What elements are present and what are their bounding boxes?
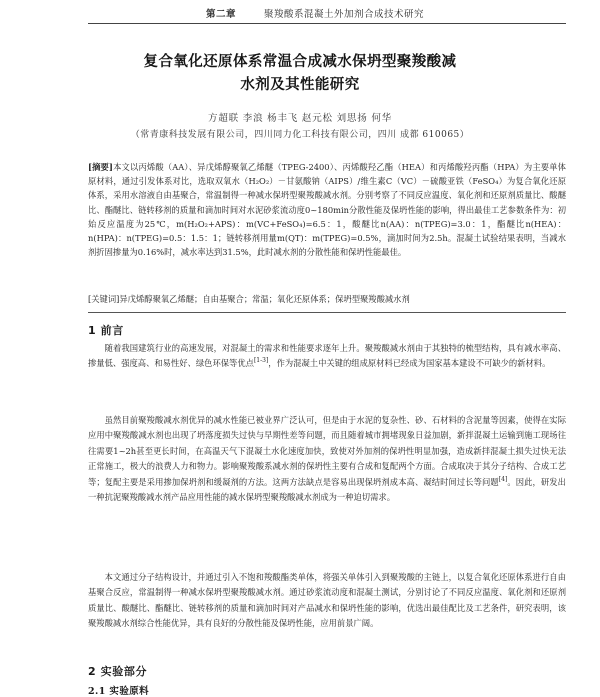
chapter-label: 第二章	[206, 9, 237, 20]
affiliation: （常青康科技发展有限公司，四川同力化工科技有限公司，四川 成都 610065）	[130, 130, 470, 140]
intro-paragraph-2	[88, 413, 566, 505]
citation-ref: [4]	[498, 475, 508, 483]
citation-ref: [1-3]	[253, 357, 269, 365]
intro-p1-end: ，作为混凝土中关键的组成原材料已经成为国家基本建设不可缺少的新材料。	[268, 358, 551, 369]
paper-title-line1: 复合氧化还原体系常温合成减水保坍型聚羧酸减	[143, 54, 457, 70]
book-title: 聚羧酸系混凝土外加剂合成技术研究	[264, 9, 425, 20]
subsection-heading-materials: 2.1 实验原料	[88, 686, 150, 697]
section-divider	[88, 312, 566, 313]
keywords	[88, 292, 566, 306]
intro-p2-end: 。因此，研发出一种抗泥聚羧酸减水剂产品应用性能的减水保坍型聚羧酸减水剂成为一种迫切需求。	[88, 476, 566, 503]
author-list: 方超联 李浪 杨丰飞 赵元松 刘思扬 何华	[208, 113, 392, 124]
abstract	[88, 160, 566, 259]
keywords-label: [关键词]	[88, 294, 120, 304]
running-header	[88, 6, 566, 24]
section-heading-intro: 1 前言	[88, 324, 124, 337]
abstract-text: 本文以丙烯酸（AA）、异戊烯醇聚氧乙烯醚（TPEG-2400）、丙烯酸羟乙酯（HEA）和丙烯酸羟丙酯（HPA）为主要单体原材料，通过引发体系对比，选取双氧水（H₂O₂）－甘氨酸钠（AIPS）/维生素C（VC）－硫酸亚铁（FeSO₄）为复合氧化还原体系，采用水溶液自由基聚合，常温制得一种减水保坍型聚羧酸减水剂。分别考察了不同反应温度、氧化剂和还原剂质量比、酸醚比、酯醚比、链转移剂的质量和滴加时间对水泥砂浆流动度0~180min分散性能及保坍性能的影响，得出最佳工艺参数条件为：初始反应温度为25℃，m(H₂O₂+APS)：m(VC+FeSO₄)=6.5：1，酸醚比n(AA)：n(TPEG)=3.0：1，酯醚比n(HEA)：n(HPA)：n(TPEG)=0.5：1.5：1；链转移剂用量m(QT)：m(TPEG)=0.5%，滴加时间为2.5h。混凝土试验结果表明，当减水剂折固掺量为0.16%时，减水率达到31.5%，此时减水剂的分散性能和保坍性能最佳。	[88, 162, 566, 258]
abstract-label: [摘要]	[88, 162, 113, 172]
section-heading-experiment: 2 实验部分	[88, 665, 148, 678]
intro-paragraph-3: 本文通过分子结构设计，并通过引入不饱和羧酸酯类单体，将强关单体引入到聚羧酸的主链上，以复合氧化还原体系进行自由基聚合反应，常温制得一种减水保坍型聚羧酸减水剂。通过砂浆流动度和混凝土测试，分别讨论了不同反应温度、氧化剂和还原剂质量比、酸醚比、酯醚比、链转移剂的质量和滴加时间对产品减水和保坍性能的影响，优选出最佳配比及工艺条件，研究表明，该聚羧酸减水剂综合性能优异，具有良好的分散性能及保坍性能，应用前景广阔。	[88, 572, 566, 629]
keywords-text: 异戊烯醇聚氧乙烯醚；自由基聚合；常温；氧化还原体系；保坍型聚羧酸减水剂	[119, 294, 410, 304]
intro-p2-text: 虽然目前聚羧酸减水剂优异的减水性能已被业界广泛认可，但是由于水泥的复杂性、砂、石材料的含泥量等因素，使得在实际应用中聚羧酸减水剂也出现了坍落度损失过快与早期性差等问题，而且随着城市拥堵现象日益加剧，新拌混凝土运输到施工现场往往需要1~2h甚至更长时间，在高温天气下混凝土水化速度加快，致使对外加剂的保坍性明显加强，造成新拌混凝土损失过快无法正常施工，极大的浪费人力和物力。影响聚羧酸系减水剂的保坍性主要有合成和复配两个方面。合成取决于其分子结构、合成工艺等；复配主要是采用掺加保坍剂和缓凝剂的方法。这两方法缺点是容易出现保坍剂成本高、凝结时间过长等问题	[88, 415, 566, 487]
intro-paragraph-1	[88, 341, 566, 372]
paper-title-line2: 水剂及其性能研究	[240, 77, 360, 93]
intro-p1-text: 随着我国建筑行业的高速发展，对混凝土的需求和性能要求逐年上升。聚羧酸减水剂由于其独特的梳型结构，具有减水率高、掺量低、强度高、和易性好、绿色环保等优点	[88, 343, 566, 369]
